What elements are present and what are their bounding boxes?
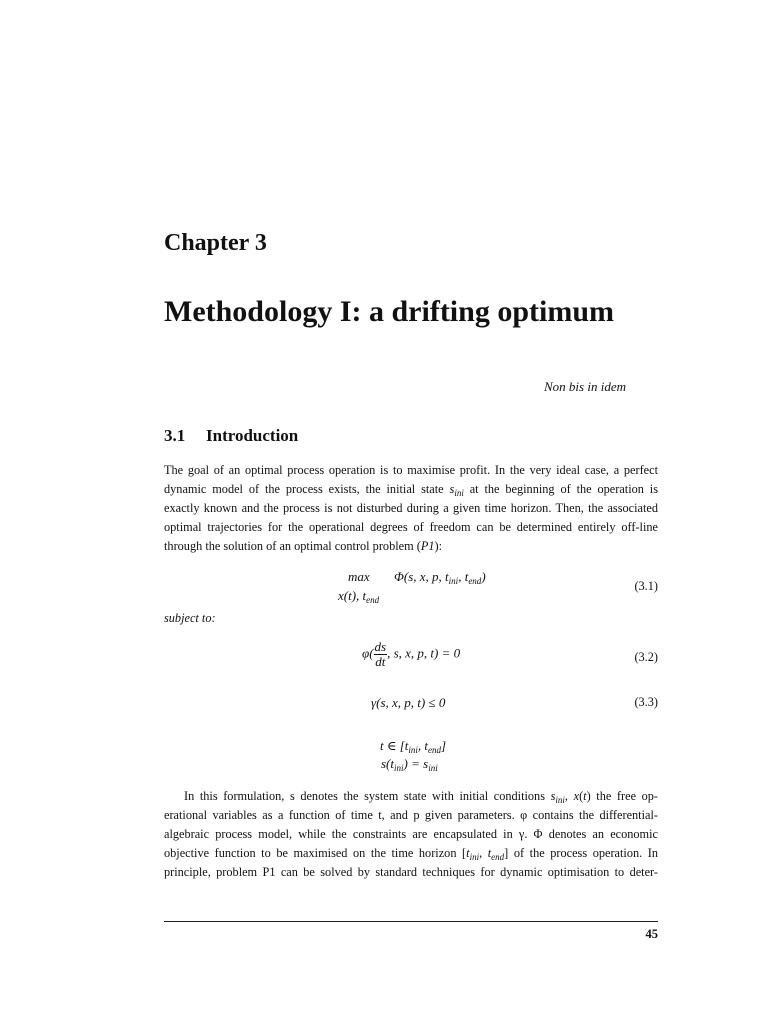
eq1-tag: (3.1) — [634, 579, 658, 593]
text-line: exactly known and the process is not disturbed during a given time horizon. Then, the associated — [164, 501, 658, 515]
text-line: erational variables as a function of time t, and p given parameters. φ contains the differential- — [164, 808, 658, 822]
footer-rule — [164, 921, 658, 922]
text-line: dynamic model of the process exists, the initial state $s_{ini}$ at the beginning of the operation is — [164, 482, 659, 498]
text-line: optimal trajectories for the operational degrees of freedom can be determined entirely off-line — [164, 520, 658, 534]
formulation-paragraph — [164, 787, 658, 882]
chapter-title: Methodology I: a drifting optimum — [164, 295, 614, 328]
text-line: algebraic process model, while the constraints are encapsulated in γ. Φ denotes an economic — [164, 827, 658, 841]
eq1-operator: max — [348, 569, 370, 584]
eq1-objective: Φ(s, x, p, $t_{ini}$, $t_{end}$) — [394, 569, 486, 586]
section-title: Introduction — [206, 426, 299, 445]
text-line: through the solution of an optimal control problem (P1): — [164, 539, 443, 553]
epigraph: Non bis in idem — [544, 379, 626, 394]
subject-to-label: subject to: — [164, 611, 216, 625]
text-line: objective function to be maximised on the time horizon [$t_{ini}$, $t_{end}$] of the process operation. In — [164, 846, 659, 862]
text-line: principle, problem P1 can be solved by standard techniques for dynamic optimisation to deter- — [164, 865, 658, 879]
chapter-label: Chapter 3 — [164, 230, 267, 256]
eq3-expression: γ(s, x, p, t) ≤ 0 — [371, 695, 446, 710]
initial-condition: $s(t_{ini}) = s_{ini}$ — [381, 756, 438, 773]
eq2-tag: (3.2) — [634, 650, 658, 664]
section-heading — [164, 426, 298, 446]
eq3-tag: (3.3) — [634, 695, 658, 709]
section-number: 3.1 — [164, 426, 186, 445]
eq1-decision-vars: x(t), $t_{end}$ — [338, 588, 380, 605]
time-domain-condition: t ∈ [$t_{ini}$, $t_{end}$] — [380, 738, 447, 755]
text-line: The goal of an optimal process operation is to maximise profit. In the very ideal case, a perfect — [164, 463, 658, 477]
text-line: In this formulation, s denotes the system state with initial conditions $s_{ini}$, x(t) the free op- — [184, 789, 659, 805]
eq2-expression: φ( $\frac{ds}{dt}$ , s, x, p, t) = 0 — [362, 639, 461, 669]
intro-paragraph — [164, 461, 658, 556]
page-number: 45 — [645, 927, 658, 941]
